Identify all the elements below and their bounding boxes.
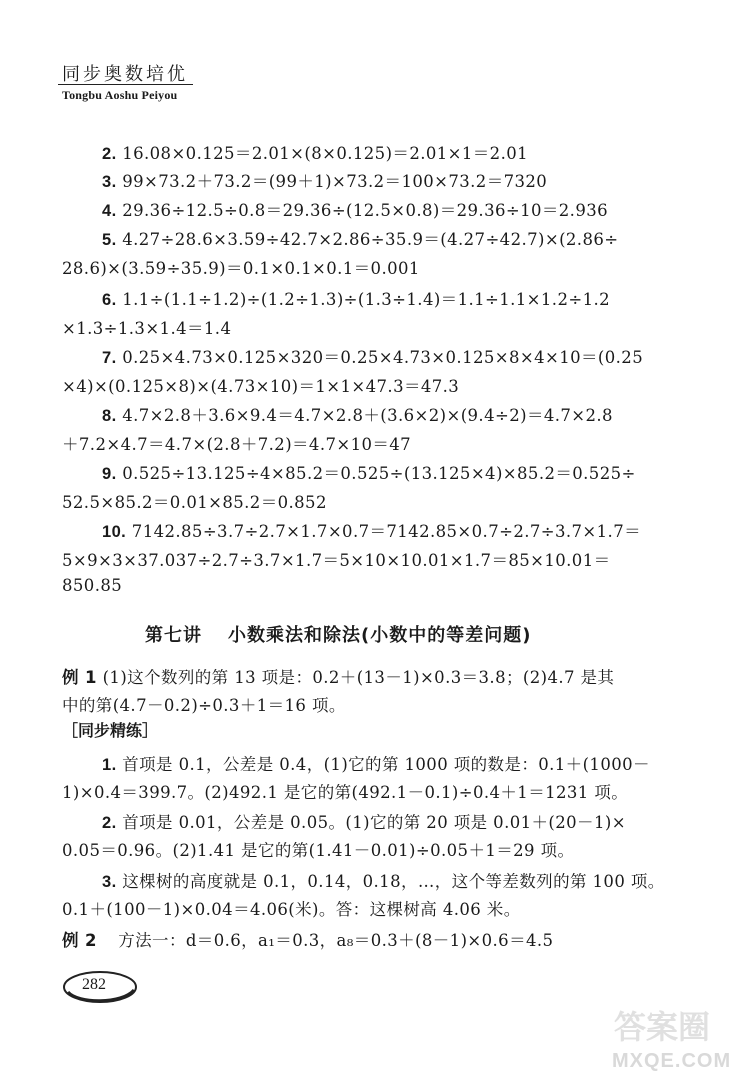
running-header (62, 60, 188, 86)
practice-line: 首项是 0.1，公差是 0.4，(1)它的第 1000 项的数是：0.1＋(1000－ (122, 755, 650, 774)
example-line: 方法一：d＝0.6，a₁＝0.3，a₈＝0.3＋(8－1)×0.6＝4.5 (118, 931, 554, 950)
practice-item-2 (102, 809, 626, 833)
practice-item-3-cont: 0.1＋(100－1)×0.04＝4.06(米)。答：这棵树高 4.06 米。 (62, 900, 521, 919)
example-1-cont: 中的第(4.7－0.2)÷0.3＋1＝16 项。 (62, 696, 346, 715)
answer-10 (102, 518, 641, 542)
practice-number: 2. (102, 814, 117, 832)
answer-number: 10. (102, 523, 127, 541)
practice-number: 1. (102, 756, 117, 774)
practice-item-2-cont: 0.05＝0.96。(2)1.41 是它的第(1.41－0.01)÷0.05＋1＝29 项。 (62, 841, 575, 860)
answer-number: 5. (102, 231, 117, 249)
section-title (145, 621, 531, 647)
example-label: 例 2 (62, 931, 97, 950)
lecture-title: 小数乘法和除法(小数中的等差问题) (228, 625, 532, 646)
practice-heading: ［同步精练］ (62, 721, 159, 740)
answer-3 (102, 168, 547, 192)
answer-line: 0.25×4.73×0.125×320＝0.25×4.73×0.125×8×4×10＝(0.25 (122, 348, 644, 367)
answer-number: 7. (102, 349, 117, 367)
answer-line: 1.1÷(1.1÷1.2)÷(1.2÷1.3)÷(1.3÷1.4)＝1.1÷1.1×1.2÷1.2 (122, 290, 611, 309)
answer-line: 4.7×2.8＋3.6×9.4＝4.7×2.8＋(3.6×2)×(9.4÷2)＝4.7×2.8 (122, 406, 613, 425)
answer-line: 29.36÷12.5÷0.8＝29.36÷(12.5×0.8)＝29.36÷10＝2.936 (122, 201, 609, 220)
answer-number: 3. (102, 173, 117, 191)
answer-number: 4. (102, 202, 117, 220)
answer-line: 4.27÷28.6×3.59÷42.7×2.86÷35.9＝(4.27÷42.7)×(2.86÷ (122, 230, 619, 249)
answer-5-cont: 28.6)×(3.59÷35.9)＝0.1×0.1×0.1＝0.001 (62, 259, 420, 278)
practice-item-3 (102, 868, 665, 892)
watermark-url: MXQE.COM (612, 1050, 732, 1072)
answer-number: 8. (102, 407, 117, 425)
example-line: (1)这个数列的第 13 项是：0.2＋(13－1)×0.3＝3.8；(2)4.7 是其 (102, 668, 615, 687)
answer-number: 2. (102, 145, 117, 163)
answer-number: 6. (102, 291, 117, 309)
example-label: 例 1 (62, 668, 97, 687)
answer-4 (102, 197, 608, 221)
practice-item-1 (102, 751, 650, 775)
header-subtitle: Tongbu Aoshu Peiyou (62, 88, 178, 102)
answer-10-cont-2: 850.85 (62, 576, 123, 595)
answer-6 (102, 286, 610, 310)
watermark-text: 答案圈 (614, 1008, 711, 1046)
example-2 (62, 927, 553, 951)
practice-item-1-cont: 1)×0.4＝399.7。(2)492.1 是它的第(492.1－0.1)÷0.4＋1＝1231 项。 (62, 783, 629, 802)
answer-8-cont: ＋7.2×4.7＝4.7×(2.8＋7.2)＝4.7×10＝47 (62, 435, 412, 454)
header-rule (58, 84, 193, 85)
page-number: 282 (82, 976, 106, 993)
practice-line: 首项是 0.01，公差是 0.05。(1)它的第 20 项是 0.01＋(20－1)× (122, 813, 626, 832)
answer-2 (102, 140, 528, 164)
answer-line: 16.08×0.125＝2.01×(8×0.125)＝2.01×1＝2.01 (122, 144, 529, 163)
answer-10-cont: 5×9×3×37.037÷2.7÷3.7×1.7＝5×10×10.01×1.7＝85×10.01＝ (62, 551, 611, 570)
answer-7-cont: ×4)×(0.125×8)×(4.73×10)＝1×1×47.3＝47.3 (62, 377, 460, 396)
practice-number: 3. (102, 873, 117, 891)
practice-line: 这棵树的高度就是 0.1，0.14，0.18，…，这个等差数列的第 100 项。 (122, 872, 665, 891)
answer-line: 7142.85÷3.7÷2.7×1.7×0.7＝7142.85×0.7÷2.7÷3.7×1.7＝ (131, 522, 641, 541)
answer-6-cont: ×1.3÷1.3×1.4＝1.4 (62, 319, 232, 338)
answer-8 (102, 402, 613, 426)
answer-7 (102, 344, 643, 368)
answer-9 (102, 460, 636, 484)
example-1 (62, 664, 614, 688)
header-title: 同步奥数培优 (62, 64, 188, 85)
answer-line: 99×73.2＋73.2＝(99＋1)×73.2＝100×73.2＝7320 (122, 172, 548, 191)
answer-5 (102, 226, 618, 250)
answer-number: 9. (102, 465, 117, 483)
answer-9-cont: 52.5×85.2＝0.01×85.2＝0.852 (62, 493, 327, 512)
answer-line: 0.525÷13.125÷4×85.2＝0.525÷(13.125×4)×85.2＝0.525÷ (122, 464, 636, 483)
lecture-number: 第七讲 (145, 625, 202, 646)
